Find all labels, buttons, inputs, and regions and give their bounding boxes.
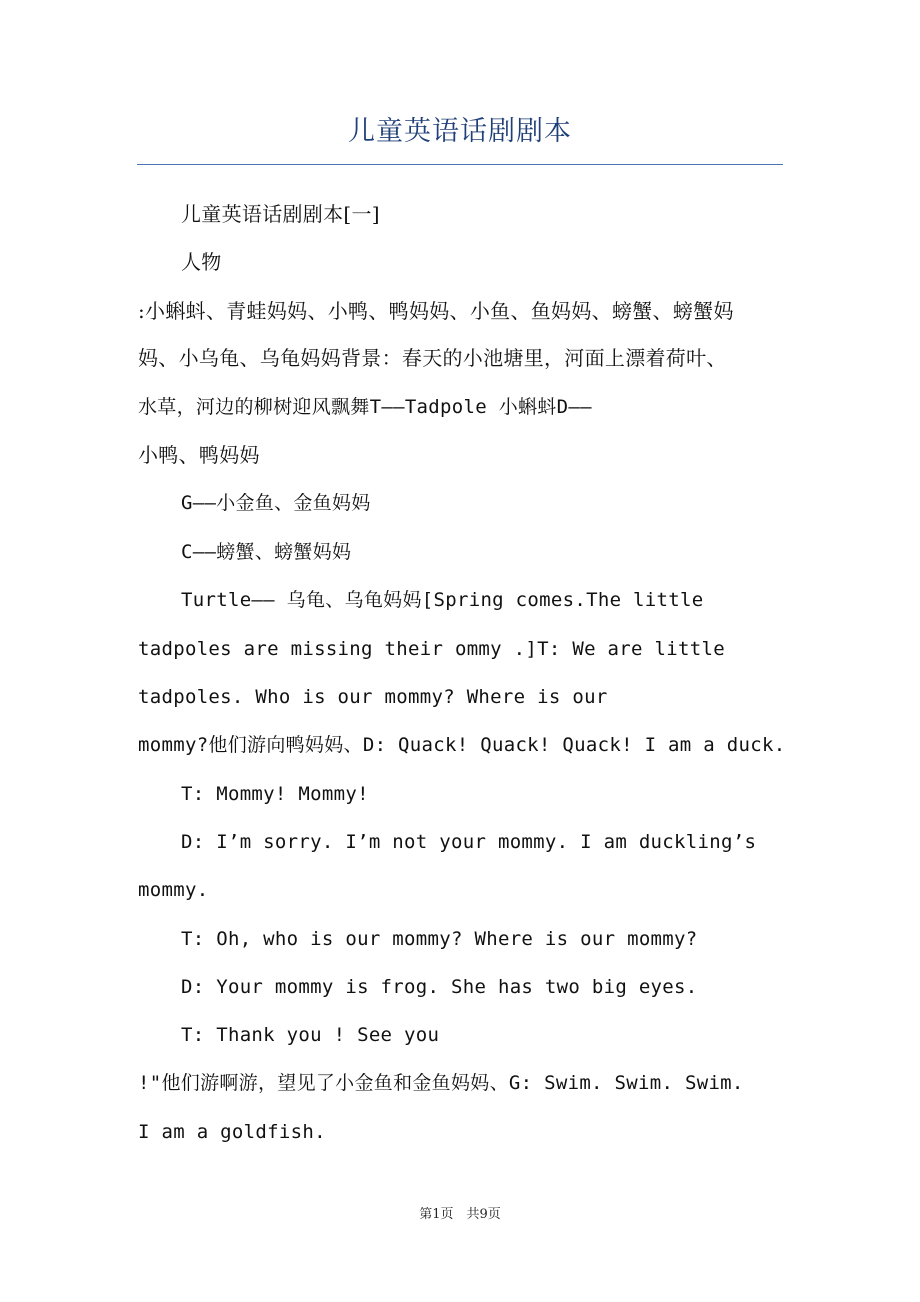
text-line: I am a goldfish. bbox=[138, 1121, 326, 1143]
page-footer: 第1页 共9页 bbox=[419, 1207, 501, 1222]
text-line: tadpoles. Who is our mommy? Where is our bbox=[138, 686, 608, 708]
text-line: D: Your mommy is frog. She has two big eyes. bbox=[181, 976, 698, 998]
text-line: D: I’m sorry. I’m not your mommy. I am duckling’s bbox=[181, 831, 757, 853]
text-line: 水草，河边的柳树迎风飘舞T——Tadpole 小蝌蚪D—— bbox=[138, 396, 592, 418]
text-line: mommy?他们游向鸭妈妈、D: Quack! Quack! Quack! I am a duck. bbox=[138, 734, 786, 756]
text-line: 小鸭、鸭妈妈 bbox=[138, 443, 260, 467]
text-line: !"他们游啊游，望见了小金鱼和金鱼妈妈、G: Swim. Swim. Swim. bbox=[138, 1072, 744, 1094]
text-line: 妈、小乌龟、乌龟妈妈背景：春天的小池塘里，河面上漂着荷叶、 bbox=[138, 346, 727, 370]
text-line: mommy. bbox=[138, 879, 209, 901]
text-line: T: Thank you ! See you bbox=[181, 1024, 440, 1046]
text-line: :小蝌蚪、青蛙妈妈、小鸭、鸭妈妈、小鱼、鱼妈妈、螃蟹、螃蟹妈 bbox=[138, 299, 734, 323]
text-line: T: Mommy! Mommy! bbox=[181, 783, 369, 805]
text-line: tadpoles are missing their ommy .]T: We are little bbox=[138, 638, 725, 660]
text-line: 儿童英语话剧剧本[一] bbox=[181, 202, 380, 226]
text-line: Turtle—— 乌龟、乌龟妈妈[Spring comes.The little bbox=[181, 589, 704, 611]
title-underline bbox=[137, 164, 783, 165]
text-line: G——小金鱼、金鱼妈妈 bbox=[181, 492, 371, 514]
document-title: 儿童英语话剧剧本 bbox=[348, 116, 572, 147]
text-line: 人物 bbox=[181, 250, 222, 274]
text-line: C——螃蟹、螃蟹妈妈 bbox=[181, 541, 352, 563]
text-line: T: Oh, who is our mommy? Where is our mommy? bbox=[181, 928, 698, 950]
